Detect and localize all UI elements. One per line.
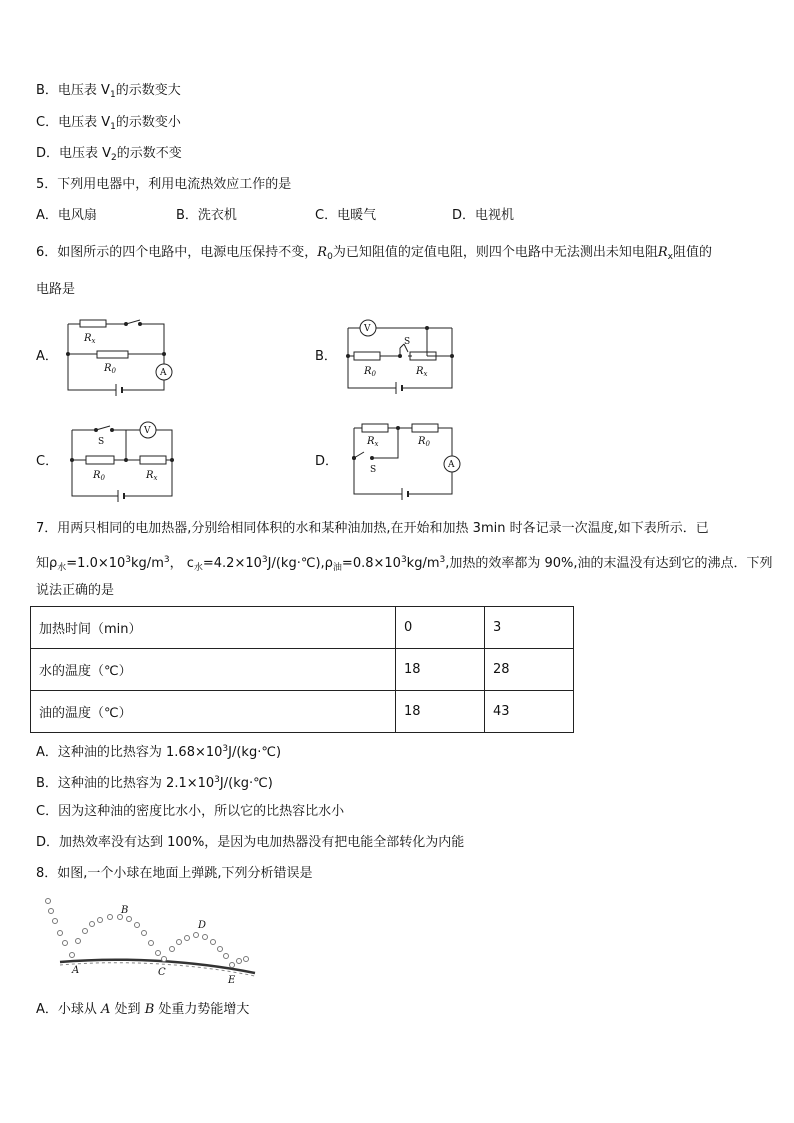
r0-label: $R_0$ [93,470,105,482]
q7-data-table [30,606,574,733]
q6-circuit-a-label: A． [36,349,58,364]
circuit-b-diagram [340,318,460,400]
ball-trajectory [46,899,249,968]
q6-stem: 6．如图所示的四个电路中，电源电压保持不变，$R_0$为已知阻值的定值电阻，则四个电路中无法测出未知电阻$R_x$阻值的 [36,245,712,262]
table-cell: 0 [396,607,485,649]
q5-option-d: D．电视机 [452,208,515,223]
r0-resistor [354,352,380,360]
table-cell: 3 [485,607,574,649]
ammeter-label: A [160,368,167,378]
q7-stem-line3: 说法正确的是 [36,583,115,598]
q5-option-a: A．电风扇 [36,208,97,223]
point-a-label: A [72,965,80,976]
rx-label: $R_x$ [146,470,158,482]
q7-option-c: C．因为这种油的密度比水小，所以它的比热容比水小 [36,804,345,819]
q5-option-b: B．洗衣机 [176,208,237,223]
table-cell: 28 [485,649,574,691]
circuit-c-diagram [60,420,185,505]
q5-option-c: C．电暖气 [315,208,377,223]
rx-label: $R_x$ [416,366,428,378]
r0-label: $R_0$ [364,366,376,378]
q4-option-c: C．电压表 $V_1$的示数变小 [36,115,181,132]
point-b-label: B [121,905,129,916]
rx-resistor [80,320,106,327]
voltmeter-label: V [144,426,151,436]
rx-label: $R_x$ [84,333,96,345]
q6-stem-line2: 电路是 [36,282,76,297]
table-row [31,649,574,691]
q5-stem: 5．下列用电器中，利用电流热效应工作的是 [36,177,292,192]
table-cell: 水的温度（℃） [31,649,396,691]
circuit-a-diagram [60,318,185,398]
q8-stem: 8．如图,一个小球在地面上弹跳,下列分析错误是 [36,866,313,881]
table-cell: 43 [485,691,574,733]
r0-resistor [412,424,438,432]
table-cell: 油的温度（℃） [31,691,396,733]
switch-label: S [370,465,377,475]
q6-circuit-d-label: D． [315,454,339,469]
rx-resistor [362,424,388,432]
table-cell: 18 [396,649,485,691]
q7-stem-line1: 7．用两只相同的电加热器,分别给相同体积的水和某种油加热,在开始和加热 3min 时各记录一次温度,如下表所示．已 [36,521,709,536]
point-d-label: D [198,920,207,931]
q7-option-d: D．加热效率没有达到 100%，是因为电加热器没有把电能全部转化为内能 [36,835,465,850]
q8-option-a: A．小球从 A 处到 B 处重力势能增大 [36,1002,250,1017]
q4-option-d: D．电压表 $V_2$的示数不变 [36,146,182,163]
point-e-label: E [228,975,236,986]
table-cell: 18 [396,691,485,733]
r0-resistor [86,456,114,464]
q7-option-a: A．这种油的比热容为 $1.68\times 10^3J/(kg\cdot℃)$ [36,744,282,760]
q7-stem-line2: 知$\rho_水=1.0\times 10^3kg/m^3$， $c_水=4.2\times 10^3J/(kg\cdot℃),\rho_油=0.8\times 10^3kg/m^3$,加热的效率都为 90%,油的末温没有达到它的沸点．下列 [36,555,773,573]
bouncing-ball-figure [40,893,260,985]
point-c-label: C [158,967,166,978]
q6-circuit-b-label: B． [315,349,337,364]
q6-circuit-c-label: C． [36,454,59,469]
switch-label: S [404,337,411,347]
switch-label: S [98,437,105,447]
q4-option-b: B．电压表 $V_1$的示数变大 [36,83,181,100]
table-row [31,691,574,733]
table-cell: 加热时间（min） [31,607,396,649]
r0-label: $R_0$ [104,363,116,375]
voltmeter-label: V [364,324,371,334]
rx-resistor [140,456,166,464]
r0-label: $R_0$ [418,436,430,448]
rx-label: $R_x$ [367,436,379,448]
table-row [31,607,574,649]
q7-option-b: B．这种油的比热容为 $2.1\times 10^3J/(kg\cdot℃)$ [36,775,273,791]
circuit-d-diagram [340,420,465,502]
ammeter-label: A [448,460,455,470]
r0-resistor [97,351,128,358]
